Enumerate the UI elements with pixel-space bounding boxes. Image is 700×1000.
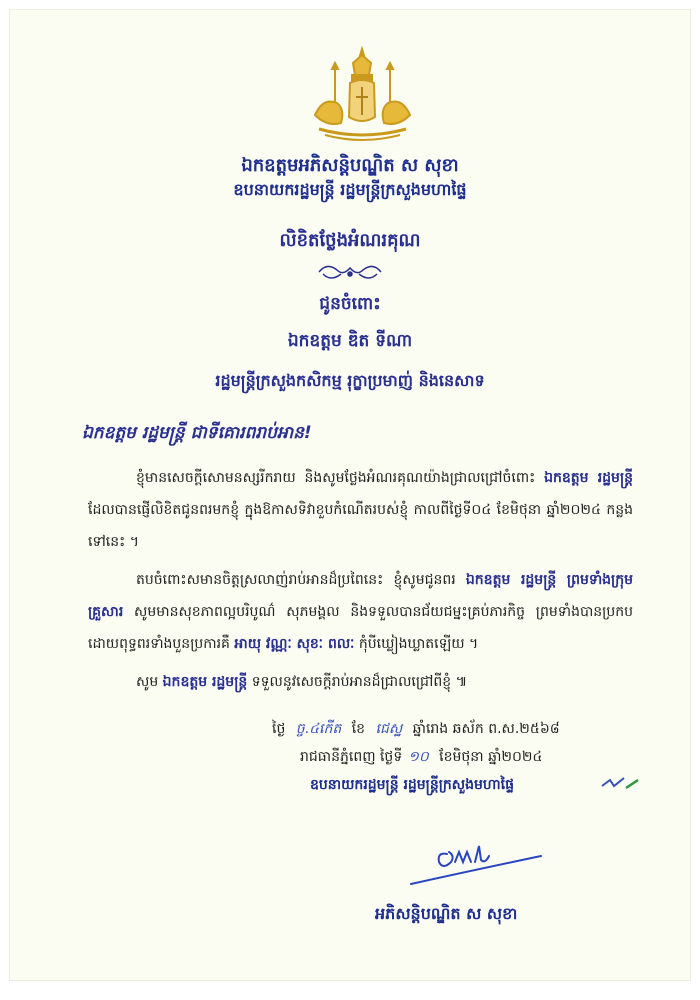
paragraph-1-text-b: ដែលបានផ្ញើលិខិតជូនពរមកខ្ញុំ ក្នុងឱកាសទិវាខួបកំណើតរបស់ខ្ញុំ កាលពីថ្ងៃទី០៤ ខែមិថុនា ឆ្នាំ២០២៤ កន្លងទៅនេះ ។ [88,502,633,550]
paragraph-2-text-c: កុំបីឃ្លៀងឃ្លាតឡើយ ។ [354,636,479,652]
handwritten-signature [405,838,545,888]
paragraph-3-text-b: ទទួលនូវសេចក្តីរាប់អានដ៏ជ្រាលជ្រៅពីខ្ញុំ ៕ [247,674,468,690]
to-label: ជូនចំពោះ [319,294,381,314]
paragraph-1-text-a: ខ្ញុំមានសេចក្តីសោមនស្សរីករាយ និងសូមថ្លែងអំណរគុណយ៉ាងជ្រាលជ្រៅចំពោះ [136,470,545,486]
paragraph-1-highlight: ឯកឧត្តម រដ្ឋមន្ត្រី [544,470,633,486]
paragraph-2-highlight-1: ឯកឧត្តម រដ្ឋមន្ត្រី ព្រមទាំងក្រុមគ្រួសារ [88,572,633,620]
recipient-title: រដ្ឋមន្ត្រីក្រសួងកសិកម្ម រុក្ខាប្រមាញ់ និងនេសាទ [215,371,485,390]
solar-date [300,747,542,768]
lunar-date [272,719,560,740]
date-handwritten: ១០ [408,749,429,765]
initial-mark-icon [600,774,640,792]
document-title: លិខិតថ្លែងអំណរគុណ [279,230,421,251]
ornament-divider-icon [315,260,385,284]
salutation: ឯកឧត្តម រដ្ឋមន្ត្រី ជាទីគោរពរាប់អាន! [82,423,312,443]
signer-name: អភិសន្តិបណ្ឌិត ស សុខា [375,904,518,923]
paragraph-2-highlight-2: អាយុ វណ្ណៈ សុខៈ ពលៈ [234,636,355,652]
signer-position: ឧបនាយករដ្ឋមន្ត្រី រដ្ឋមន្ត្រីក្រសួងមហាផ្ទៃ [310,777,515,793]
sender-position: ឧបនាយករដ្ឋមន្ត្រី រដ្ឋមន្ត្រីក្រសួងមហាផ្ទៃ [233,180,467,199]
paragraph-2 [88,564,633,660]
place-date-b: ខែមិថុនា ឆ្នាំ២០២៤ [434,749,543,765]
paragraph-3-text-a: សូម [136,674,163,690]
paragraph-2-text-b: សូមមានសុខភាពល្អបរិបូណ៌ សុភមង្គល និងទទួលបានជ័យជម្នះគ្រប់ភារកិច្ច ព្រមទាំងបានប្រកបដោយពុទ្ធពរទាំងបួនប្រការគឺ [88,604,633,652]
place-date-a: រាជធានីភ្នំពេញ ថ្ងៃទី [300,749,403,765]
royal-emblem-icon [305,45,420,145]
day-label: ថ្ងៃ [272,721,286,737]
month-label: ខែ [351,721,366,737]
recipient-name: ឯកឧត្តម ឌិត ទីណា [287,331,413,351]
day-handwritten: ច្ច.៤កើត [295,721,342,737]
year-text: ឆ្នាំរោង ឆស័ក ព.ស.២៥៦៨ [412,721,560,737]
month-handwritten: ជេស្ឋ [375,721,403,737]
paragraph-3-highlight: ឯកឧត្តម រដ្ឋមន្ត្រី [162,674,248,690]
letter-page [10,10,690,980]
paragraph-1 [88,462,633,558]
paragraph-2-text-a: តបចំពោះសមានចិត្តស្រលាញ់រាប់អានដ៏ប្រពៃនេះ ខ្ញុំសូមជូនពរ [136,572,466,588]
paragraph-3 [88,666,633,698]
sender-name: ឯកឧត្តមអភិសន្តិបណ្ឌិត ស សុខា [241,155,459,176]
